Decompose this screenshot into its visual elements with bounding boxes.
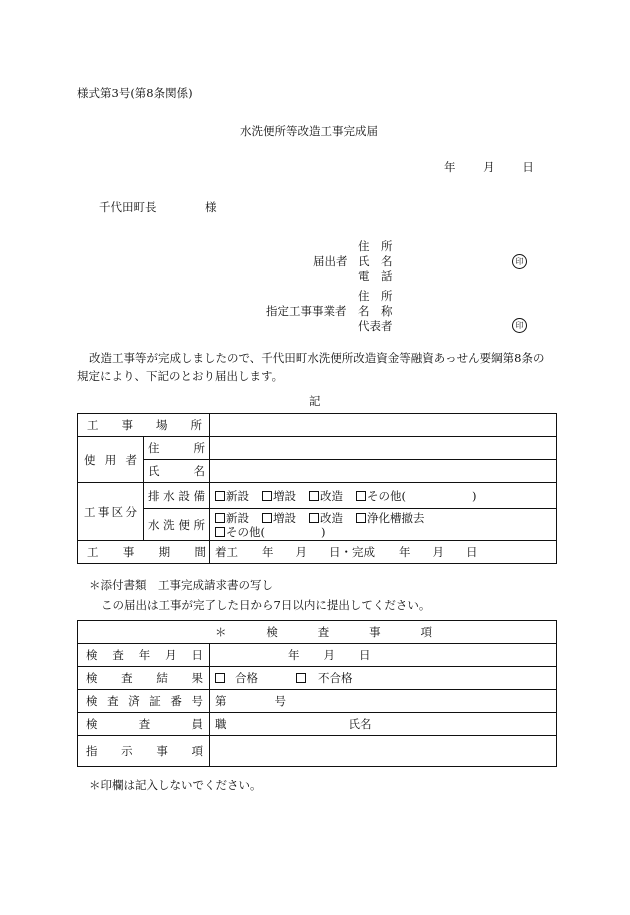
site-label: 工事場所: [78, 414, 210, 437]
period-month1: 月: [295, 545, 307, 559]
instruction-label: 指示事項: [78, 736, 210, 767]
inspector-field[interactable]: [210, 713, 557, 736]
notifier-name-label: 氏 名: [358, 254, 393, 268]
checkbox-icon: [356, 513, 366, 523]
certificate-number-field[interactable]: [210, 690, 557, 713]
period-year2: 年: [399, 545, 411, 559]
category-label: 工事区分: [78, 483, 144, 541]
site-field[interactable]: [210, 414, 557, 437]
contractor-name-label: 名 称: [358, 304, 393, 318]
date-line: [444, 159, 534, 175]
contractor-seal-mark: 印: [512, 318, 527, 333]
form-title: 水洗便所等改造工事完成届: [240, 124, 378, 138]
inspection-table: [77, 620, 557, 767]
inspection-header-char: 項: [420, 625, 432, 639]
date-day-label: 日: [522, 160, 534, 174]
inspection-date-year: 年: [288, 648, 300, 662]
inspection-date-month: 月: [323, 648, 335, 662]
checkbox-icon: [262, 513, 272, 523]
result-pass-option[interactable]: 合格: [215, 671, 258, 685]
period-label: 工事期間: [78, 541, 210, 564]
attachment-note: ＊添付書類 工事完成請求書の写し: [89, 578, 273, 592]
contractor-address-label: 住 所: [358, 289, 393, 303]
drainage-option-new[interactable]: 新設: [215, 488, 249, 504]
notifier-seal-mark: 印: [512, 254, 527, 269]
honorific: 様: [205, 200, 217, 214]
toilet-option-new[interactable]: 新設: [215, 511, 249, 525]
instruction-field[interactable]: [210, 736, 557, 767]
inspection-header-star: ＊: [215, 625, 227, 639]
period-month2: 月: [432, 545, 444, 559]
toilet-option-other[interactable]: その他( ): [215, 525, 326, 539]
inspection-result-label: 検査結果: [78, 667, 210, 690]
certificate-number-label: 検査済証番号: [78, 690, 210, 713]
drainage-option-modify[interactable]: 改造: [309, 488, 343, 504]
result-fail-option[interactable]: 不合格: [296, 671, 353, 685]
body-text: 改造工事等が完成しましたので、千代田町水洗便所改造資金等融資あっせん要綱第8条の規定により、下記のとおり届出します。: [77, 351, 545, 383]
date-month-label: 月: [483, 160, 495, 174]
deadline-note: この届出は工事が完了した日から7日以内に提出してください。: [101, 598, 431, 612]
user-name-label: 氏名: [144, 460, 210, 483]
date-year-label: 年: [444, 160, 456, 174]
checkbox-icon: [262, 491, 272, 501]
contractor-label: 指定工事事業者: [266, 304, 347, 318]
checkbox-icon: [309, 513, 319, 523]
toilet-option-septic-removal[interactable]: 浄化槽撤去: [356, 511, 425, 525]
user-address-field[interactable]: [210, 437, 557, 460]
checkbox-icon: [215, 527, 225, 537]
inspection-result-field: [210, 667, 557, 690]
form-number: 様式第3号(第8条関係): [77, 86, 193, 100]
user-address-label: 住所: [144, 437, 210, 460]
drainage-options: [210, 483, 557, 509]
drainage-option-other[interactable]: その他( ): [356, 488, 477, 504]
period-day2: 日: [466, 545, 478, 559]
checkbox-icon: [296, 673, 306, 683]
period-day1-complete: 日・完成: [329, 545, 375, 559]
drainage-label: 排水設備: [144, 483, 210, 509]
inspector-label: 検査員: [78, 713, 210, 736]
toilet-options: [210, 509, 557, 541]
user-name-field[interactable]: [210, 460, 557, 483]
period-start-label: 着工: [215, 545, 238, 559]
footer-note: ＊印欄は記入しないでください。: [89, 778, 262, 792]
certificate-number-suffix: 号: [274, 694, 286, 708]
inspector-title-label: 職: [215, 717, 227, 731]
period-year1: 年: [262, 545, 274, 559]
toilet-option-modify[interactable]: 改造: [309, 511, 343, 525]
inspection-date-field[interactable]: [210, 644, 557, 667]
user-label: 使用者: [78, 437, 144, 483]
toilet-label: 水洗便所: [144, 509, 210, 541]
inspection-date-label: 検査年月日: [78, 644, 210, 667]
checkbox-icon: [215, 673, 225, 683]
checkbox-icon: [215, 491, 225, 501]
contractor-rep-label: 代表者: [358, 319, 393, 333]
drainage-option-add[interactable]: 増設: [262, 488, 296, 504]
notifier-address-label: 住 所: [358, 239, 393, 253]
period-field[interactable]: [210, 541, 557, 564]
checkbox-icon: [309, 491, 319, 501]
inspection-header-char: 事: [369, 625, 381, 639]
notifier-phone-label: 電 話: [358, 269, 393, 283]
inspector-name-label: 氏名: [348, 717, 372, 731]
addressee: 千代田町長: [99, 200, 157, 214]
inspection-header-char: 検: [266, 625, 278, 639]
checkbox-icon: [215, 513, 225, 523]
ki-label: 記: [309, 394, 321, 408]
certificate-number-prefix: 第: [215, 694, 227, 708]
toilet-option-add[interactable]: 増設: [262, 511, 296, 525]
inspection-date-day: 日: [359, 648, 371, 662]
notifier-label: 届出者: [313, 254, 348, 268]
checkbox-icon: [356, 491, 366, 501]
work-info-table: [77, 413, 557, 564]
inspection-header: [78, 621, 557, 644]
inspection-header-char: 査: [317, 625, 330, 639]
